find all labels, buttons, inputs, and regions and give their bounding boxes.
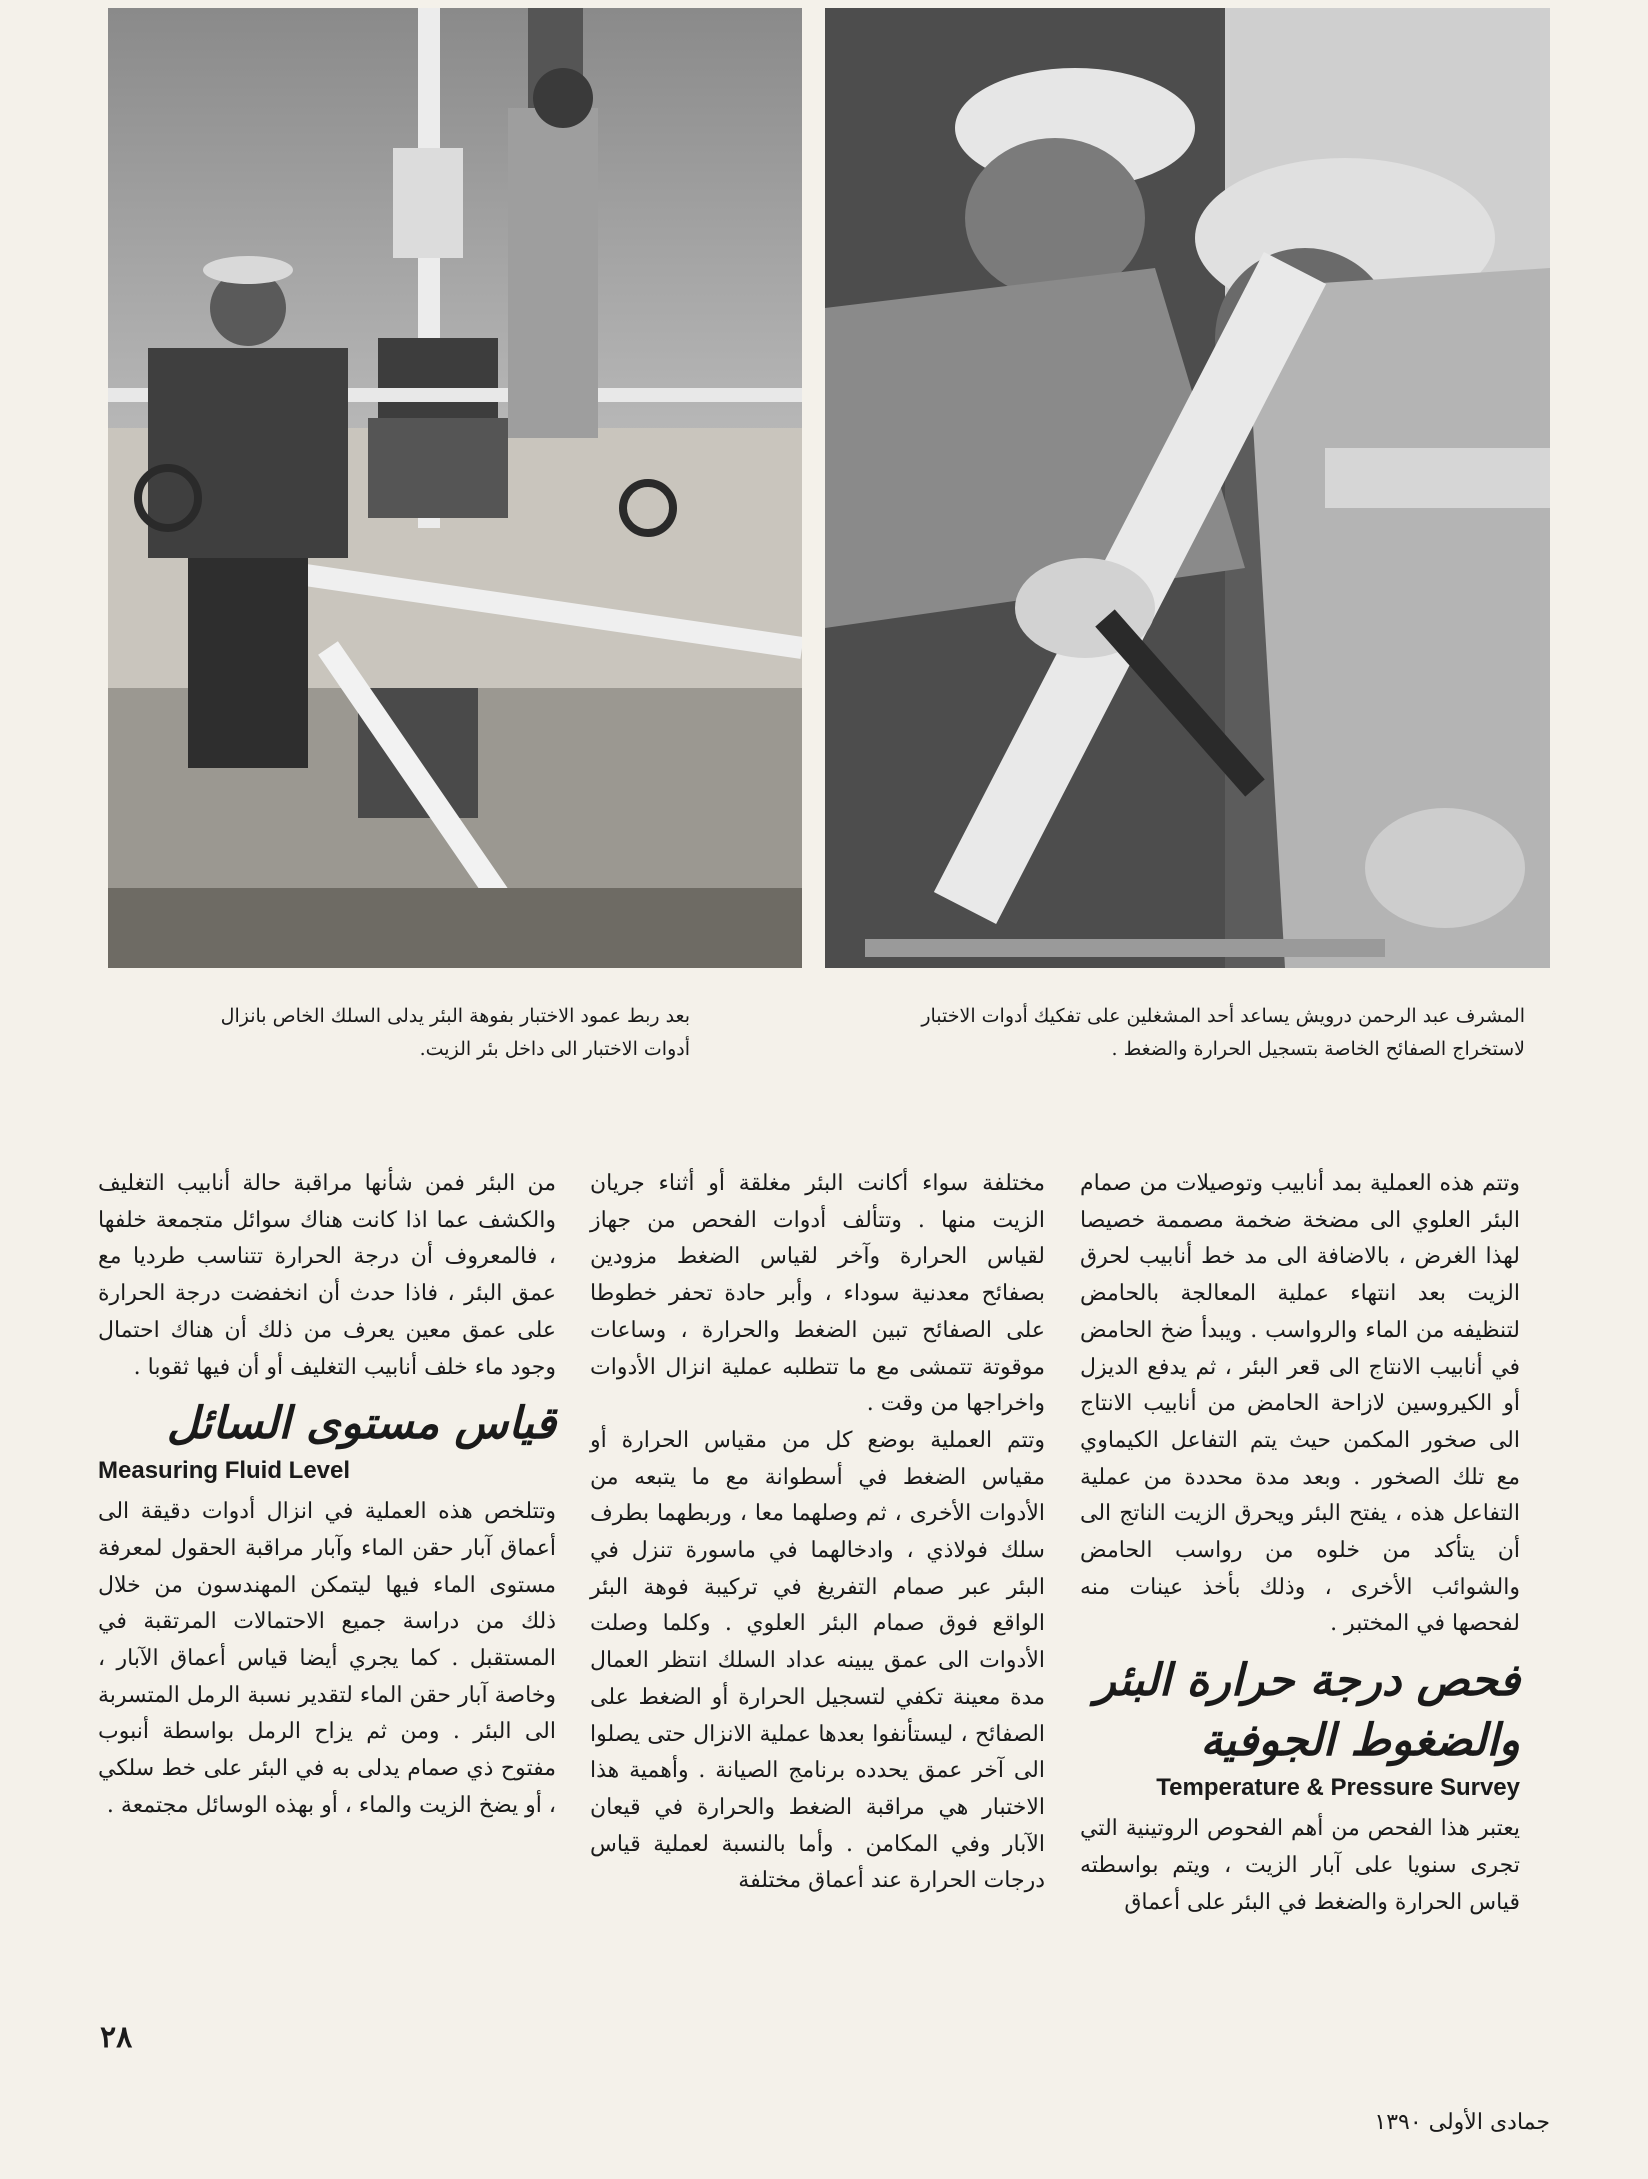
text-column-middle	[590, 1166, 1045, 1900]
photo-caption-right: المشرف عبد الرحمن درويش يساعد أحد المشغلين على تفكيك أدوات الاختبار لاستخراج الصفائح الخاصة بتسجيل الحرارة والضغط .	[921, 1005, 1525, 1060]
photo-tools-image	[825, 8, 1550, 968]
section-heading-fluid-level-english: Measuring Fluid Level	[98, 1457, 351, 1485]
text-column-left	[98, 1166, 556, 1825]
section-heading-fluid-level-arabic: قياس مستوى السائل	[166, 1398, 556, 1450]
photo-workers-tools	[825, 8, 1550, 968]
page-number: ٢٨	[100, 2020, 133, 2055]
paragraph-fluid-level: وتتلخص هذه العملية في انزال أدوات دقيقة الى أعماق آبار حقن الماء وآبار مراقبة الحقول لمعرفة مستوى الماء فيها ليتمكن المهندسون من خلال ذلك من دراسة جميع الاحتمالات المرتقبة في المستقبل . كما يجري أيضا قياس أعماق الآبار ، وخاصة آبار حقن الماء لتقدير نسبة الرمل المتسربة الى البئر . ومن ثم يزاح الرمل بواسطة أنبوب مفتوح ذي صمام يدلى به في البئر على خط سلكي ، أو يضخ الزيت والماء ، أو بهذه الوسائل مجتمعة .	[98, 1499, 556, 1818]
photo-caption-left: بعد ربط عمود الاختبار بفوهة البئر يدلى السلك الخاص بانزال أدوات الاختبار الى داخل بئر الزيت.	[220, 1005, 690, 1060]
paragraph-survey-tools: مختلفة سواء أكانت البئر مغلقة أو أثناء جريان الزيت منها . وتتألف أدوات الفحص من جهاز لقياس الحرارة وآخر لقياس الضغط مزودين بصفائح معدنية سوداء ، وأبر حادة تحفر خطوطا على الصفائح تبين الضغط والحرارة ، وساعات موقوتة تتمشى مع ما تتطلبه عملية انزال الأدوات واخراجها من وقت .	[590, 1171, 1045, 1417]
section-heading-temperature-arabic: فحص درجة حرارة البئر والضغوط الجوفية	[1094, 1655, 1520, 1767]
section-heading-temperature-english: Temperature & Pressure Survey	[1156, 1774, 1520, 1802]
photo-wellhead-image	[108, 8, 802, 968]
paragraph-acid-treatment: وتتم هذه العملية بمد أنابيب وتوصيلات من صمام البئر العلوي الى مضخة ضخمة مصممة خصيصا لهذا الغرض ، بالاضافة الى مد خط أنابيب لحرق الزيت بعد انتهاء عملية المعالجة بالحامض لتنظيفه من الماء والرواسب . ويبدأ ضخ الحامض في أنابيب الانتاج الى قعر البئر ، ثم يدفع الديزل أو الكيروسين لازاحة الحامض من أنابيب الانتاج الى صخور المكمن حيث يتم التفاعل الكيماوي مع تلك الصخور . وبعد مدة محددة من عملية التفاعل هذه ، يفتح البئر ويحرق الزيت الناتج الى أن يتأكد من خلوه من رواسب الحامض والشوائب الأخرى ، وذلك بأخذ عينات منه لفحصها في المختبر .	[1080, 1171, 1520, 1637]
paragraph-survey-procedure: وتتم العملية بوضع كل من مقياس الحرارة أو مقياس الضغط في أسطوانة مع ما يتبعه من الأدوات الأخرى ، ثم وصلهما معا ، وربطهما بطرف سلك فولاذي ، وادخالهما في ماسورة تنزل في البئر عبر صمام التفريغ في تركيبة فوهة البئر الواقع فوق صمام البئر العلوي . وكلما وصلت الأدوات الى عمق يبينه عداد السلك انتظر العمال مدة معينة تكفي لتسجيل الحرارة أو الضغط على الصفائح ، ليستأنفوا بعدها عملية الانزال حتى يصلوا الى آخر عمق يحدده برنامج الصيانة . وأهمية هذا الاختبار هي مراقبة الضغط والحرارة في قيعان الآبار وفي المكامن . وأما بالنسبة لعملية قياس درجات الحرارة عند أعماق مختلفة	[590, 1427, 1045, 1894]
paragraph-temperature-intro: يعتبر هذا الفحص من أهم الفحوص الروتينية التي تجرى سنويا على آبار الزيت ، ويتم بواسطته قياس الحرارة والضغط في البئر على أعماق	[1080, 1816, 1520, 1915]
photo-wellhead-workers	[108, 8, 802, 968]
paragraph-casing-monitoring: من البئر فمن شأنها مراقبة حالة أنابيب التغليف والكشف عما اذا كانت هناك سوائل متجمعة خلفها ، فالمعروف أن درجة الحرارة تتناسب طرديا مع عمق البئر ، فاذا حدث أن انخفضت درجة الحرارة على عمق معين يعرف من ذلك أن هناك احتمال وجود ماء خلف أنابيب التغليف أو أن فيها ثقوبا .	[98, 1171, 556, 1380]
text-column-right	[1080, 1166, 1520, 1921]
footer-issue-date: جمادى الأولى ١٣٩٠	[1374, 2110, 1550, 2135]
